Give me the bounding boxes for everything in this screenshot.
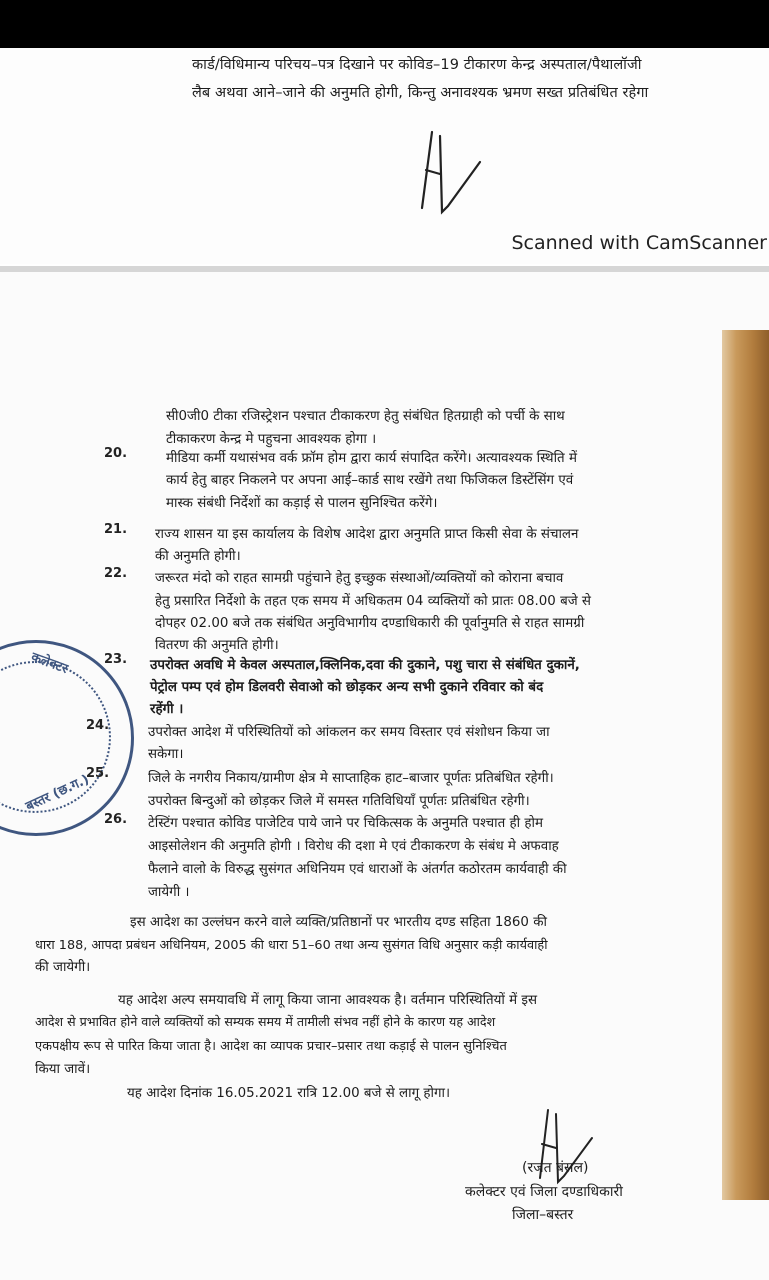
signature-mark: [410, 112, 490, 222]
text-line: एकपक्षीय रूप से पारित किया जाता है। आदेश का व्यापक प्रचार–प्रसार तथा कड़ाई से पालन सुनिश्चित: [35, 1039, 507, 1054]
text-line: मीडिया कर्मी यथासंभव वर्क फ्रॉम होम द्वारा कार्य संपादित करेंगे। अत्यावश्यक स्थिति में: [166, 451, 577, 466]
signatory-district: जिला–बस्तर: [512, 1207, 574, 1223]
item-number: 26.: [104, 812, 128, 827]
text-line: दोपहर 02.00 बजे तक संबंधित अनुविभागीय दण्डाधिकारी की पूर्वानुमति से राहत सामग्री: [155, 616, 585, 631]
item-number: 22.: [104, 566, 128, 581]
text-line: जायेगी ।: [148, 885, 190, 900]
page-edge-shadow: [722, 330, 769, 1200]
text-line: पेट्रोल पम्प एवं होम डिलवरी सेवाओ को छोड़कर अन्य सभी दुकाने रविवार को बंद: [150, 680, 544, 695]
text-line: की जायेगी।: [35, 960, 91, 975]
p1-line: कार्ड/विधिमान्य परिचय–पत्र दिखाने पर कोविड–19 टीकारण केन्द्र अस्पताल/पैथालॉजी: [192, 57, 642, 73]
text-line: उपरोक्त बिन्दुओं को छोड़कर जिले में समस्त गतिविधियाँ पूर्णतः प्रतिबंधित रहेगी।: [148, 794, 530, 809]
text-line: जिले के नगरीय निकाय/ग्रामीण क्षेत्र मे साप्ताहिक हाट–बाजार पूर्णतः प्रतिबंधित रहेगी।: [148, 771, 554, 786]
text-line: टेस्टिंग पश्चात कोविड पाजेटिव पाये जाने पर चिकित्सक के अनुमति पश्चात ही होम: [148, 816, 543, 831]
text-line: इस आदेश का उल्लंघन करने वाले व्यक्ति/प्रतिष्ठानों पर भारतीय दण्ड सहिता 1860 की: [130, 915, 547, 930]
text-line: की अनुमति होगी।: [155, 549, 241, 564]
item-number: 25.: [86, 766, 110, 781]
item-number: 20.: [104, 446, 128, 461]
text-line: आइसोलेशन की अनुमति होगी । विरोध की दशा मे एवं टीकाकरण के संबंध मे अफवाह: [148, 839, 559, 854]
item-number: 21.: [104, 522, 128, 537]
text-line: हेतु प्रसारित निर्देशो के तहत एक समय में अधिकतम 04 व्यक्तियों को प्रातः 08.00 बजे से: [155, 594, 591, 609]
text-line: राज्य शासन या इस कार्यालय के विशेष आदेश द्वारा अनुमति प्राप्त किसी सेवा के संचालन: [155, 527, 579, 542]
text-line: टीकाकरण केन्द्र मे पहुचना आवश्यक होगा ।: [166, 432, 377, 447]
text-line: आदेश से प्रभावित होने वाले व्यक्तियों को सम्यक समय में तामीली संभव नहीं होने के कारण यह आदेश: [35, 1014, 496, 1029]
text-line: सकेगा।: [148, 747, 184, 762]
text-line: सी0जी0 टीका रजिस्ट्रेशन पश्चात टीकाकरण हेतु संबंधित हितग्राही को पर्ची के साथ: [166, 409, 565, 424]
item-number: 24.: [86, 718, 110, 733]
text-line: रहेंगी ।: [150, 702, 184, 717]
top-black-bar: [0, 0, 769, 48]
text-line: मास्क संबंधी निर्देशों का कड़ाई से पालन सुनिश्चित करेंगे।: [166, 496, 438, 511]
text-line: उपरोक्त आदेश में परिस्थितियों को आंकलन कर समय विस्तार एवं संशोधन किया जा: [148, 725, 550, 740]
camscanner-watermark: Scanned with CamScanner: [511, 232, 767, 254]
p1-line: लैब अथवा आने–जाने की अनुमति होगी, किन्तु अनावश्यक भ्रमण सख्त प्रतिबंधित रहेगा: [192, 85, 649, 101]
text-line: फैलाने वालो के विरुद्ध सुसंगत अधिनियम एवं धाराओं के अंतर्गत कठोरतम कार्यवाही की: [148, 862, 567, 877]
text-line: किया जावें।: [35, 1062, 91, 1077]
text-line: उपरोक्त अवधि मे केवल अस्पताल,क्लिनिक,दवा की दुकाने, पशु चारा से संबंधित दुकानें,: [150, 658, 580, 673]
item-number: 23.: [104, 652, 128, 667]
seal-text: कलेक्टर: [29, 649, 70, 677]
text-line: कार्य हेतु बाहर निकलने पर अपना आई–कार्ड साथ रखेंगे तथा फिजिकल डिस्टेंसिंग एवं: [166, 473, 574, 488]
text-line: धारा 188, आपदा प्रबंधन अधिनियम, 2005 की धारा 51–60 तथा अन्य सुसंगत विधि अनुसार कड़ी कार्यवाही: [35, 938, 548, 953]
text-line: यह आदेश दिनांक 16.05.2021 रात्रि 12.00 बजे से लागू होगा।: [127, 1086, 451, 1101]
signatory-name: (रजत बंसल): [522, 1160, 589, 1176]
signatory-designation: कलेक्टर एवं जिला दण्डाधिकारी: [465, 1184, 623, 1200]
text-line: वितरण की अनुमति होगी।: [155, 638, 279, 653]
text-line: यह आदेश अल्प समयावधि में लागू किया जाना आवश्यक है। वर्तमान परिस्थितियों में इस: [118, 993, 538, 1008]
text-line: जरूरत मंदो को राहत सामग्री पहुंचाने हेतु इच्छुक संस्थाओं/व्यक्तियों को कोराना बचाव: [155, 571, 564, 586]
seal-text: बस्तर (छ.ग.): [23, 772, 92, 815]
